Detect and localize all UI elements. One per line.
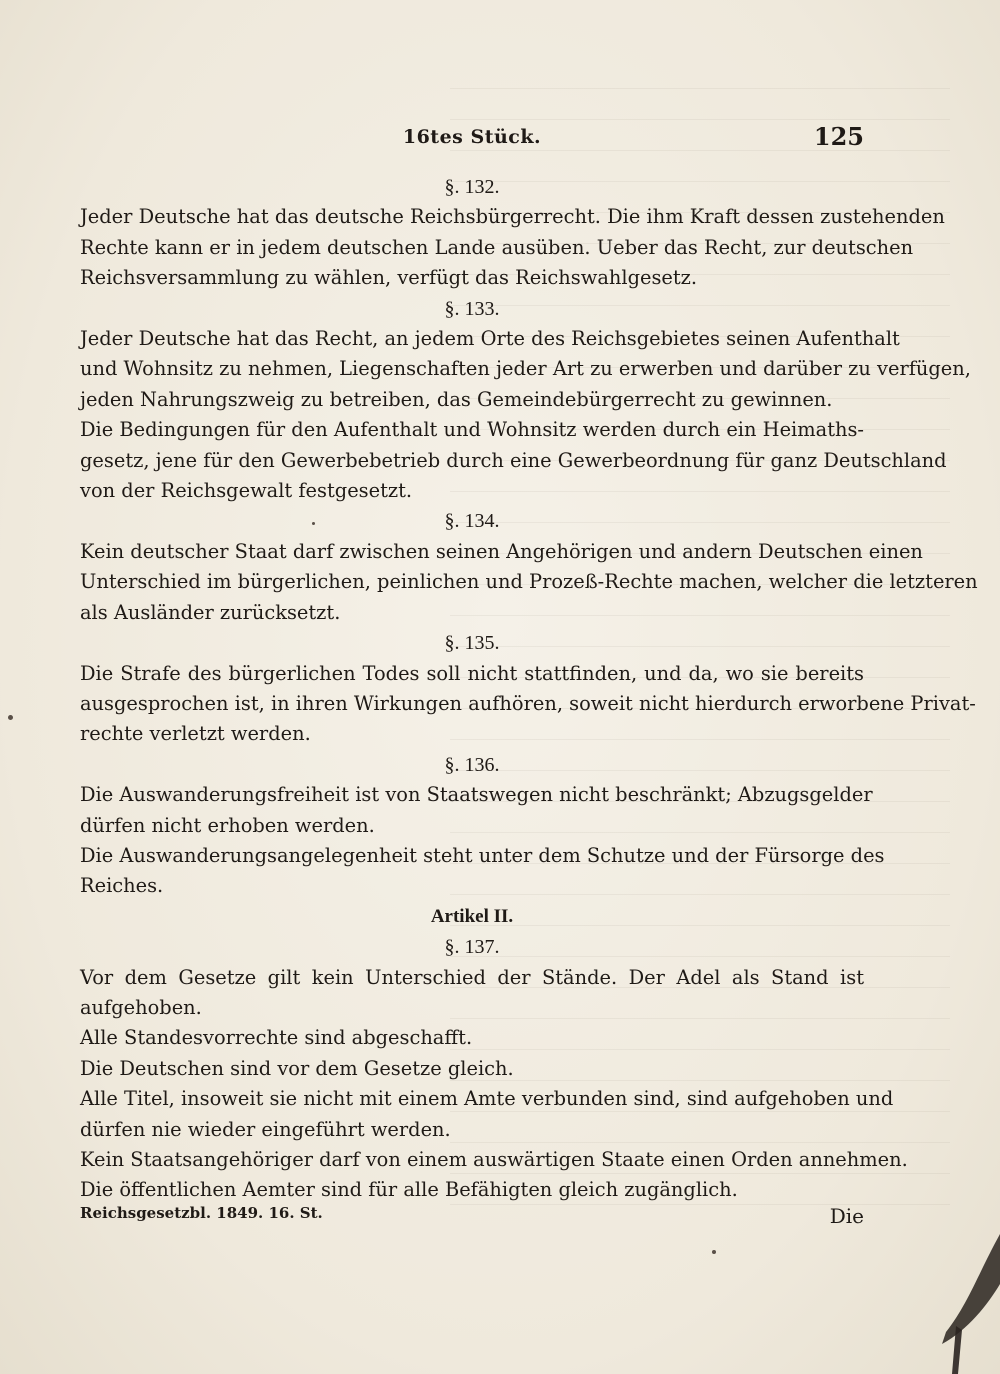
text-line: Jeder Deutsche hat das Recht, an jedem Orte des Reichsgebietes seinen Aufenthalt: [80, 327, 900, 351]
paragraph: [80, 537, 978, 628]
paragraph: [80, 841, 885, 902]
paragraph: [80, 324, 971, 415]
paragraph: [80, 1084, 894, 1145]
text-line: Die Deutschen sind vor dem Gesetze gleich.: [80, 1056, 514, 1080]
section-heading: §. 136.: [444, 753, 500, 776]
text-line: Jeder Deutsche hat das deutsche Reichsbürgerrecht. Die ihm Kraft dessen zustehenden: [80, 205, 945, 229]
speck: [8, 715, 13, 720]
text-line: rechte verletzt werden.: [80, 722, 311, 746]
speck: [312, 522, 315, 525]
text-line: und Wohnsitz zu nehmen, Liegenschaften jeder Art zu erwerben und darüber zu verfügen,: [80, 357, 971, 381]
page-header: [80, 122, 864, 158]
catchword: Die: [829, 1204, 864, 1228]
paragraph: [80, 1054, 864, 1084]
text-line: aufgehoben.: [80, 995, 202, 1019]
section-heading: §. 132.: [444, 176, 500, 198]
text-line: von der Reichsgewalt festgesetzt.: [80, 479, 413, 503]
issue-heading: 16tes Stück.: [402, 126, 542, 148]
text-line: Vor dem Gesetze gilt kein Unterschied der Stände. Der Adel als Stand ist: [80, 965, 864, 989]
text-line: Die Auswanderungsangelegenheit steht unter dem Schutze und der Fürsorge des: [80, 843, 885, 867]
text-line: Die Auswanderungsfreiheit ist von Staatswegen nicht beschränkt; Abzugsgelder: [80, 783, 873, 807]
section-heading: §. 133.: [444, 297, 500, 320]
text-line: Reichsversammlung zu wählen, verfügt das Reichswahlgesetz.: [80, 266, 698, 290]
article-heading: Artikel II.: [430, 905, 514, 927]
section-heading: §. 137.: [444, 936, 500, 959]
text-line: Alle Standesvorrechte sind abgeschafft.: [80, 1026, 473, 1050]
text-line: Kein Staatsangehöriger darf von einem auswärtigen Staate einen Orden annehmen.: [80, 1148, 908, 1171]
section-heading: §. 135.: [444, 632, 500, 655]
text-line: als Ausländer zurücksetzt.: [80, 600, 341, 624]
paragraph: [80, 1175, 864, 1205]
paragraph: [80, 1023, 864, 1053]
paragraph: [80, 415, 947, 506]
text-line: Die öffentlichen Aemter sind für alle Befähigten gleich zugänglich.: [80, 1178, 738, 1202]
signature-mark: Reichsgesetzbl. 1849. 16. St.: [80, 1204, 323, 1222]
page-footer: [80, 1204, 864, 1234]
text-line: Reiches.: [80, 874, 164, 898]
paragraph: [80, 659, 976, 750]
text-line: Rechte kann er in jedem deutschen Lande ausüben. Ueber das Recht, zur deutschen: [80, 235, 914, 259]
text-line: gesetz, jene für den Gewerbebetrieb durch eine Gewerbeordnung für ganz Deutschland: [80, 448, 947, 472]
text-line: Kein deutscher Staat darf zwischen seinen Angehörigen und andern Deutschen einen: [80, 539, 923, 563]
text-line: Die Strafe des bürgerlichen Todes soll nicht stattfinden, und da, wo sie bereits: [80, 661, 864, 685]
paragraph: [80, 1145, 908, 1175]
document-body: [80, 172, 978, 1206]
section-heading: §. 134.: [444, 510, 500, 533]
text-line: Unterschied im bürgerlichen, peinlichen und Prozeß-Rechte machen, welcher die letzteren: [80, 570, 978, 594]
page-corner-shadow: [938, 1234, 1000, 1374]
page-number: 125: [813, 122, 864, 151]
text-line: Alle Titel, insoweit sie nicht mit einem Amte verbunden sind, sind aufgehoben und: [80, 1087, 894, 1111]
text-line: jeden Nahrungszweig zu betreiben, das Gemeindebürgerrecht zu gewinnen.: [80, 387, 833, 411]
text-line: Die Bedingungen für den Aufenthalt und Wohnsitz werden durch ein Heimaths-: [80, 418, 864, 442]
text-line: dürfen nie wieder eingeführt werden.: [80, 1117, 451, 1141]
text-line: dürfen nicht erhoben werden.: [80, 813, 375, 837]
speck: [712, 1250, 716, 1254]
paragraph: [80, 780, 873, 841]
paragraph: [80, 202, 945, 293]
text-line: ausgesprochen ist, in ihren Wirkungen aufhören, soweit nicht hierdurch erworbene Privat-: [80, 691, 976, 715]
paragraph: [80, 963, 864, 1024]
